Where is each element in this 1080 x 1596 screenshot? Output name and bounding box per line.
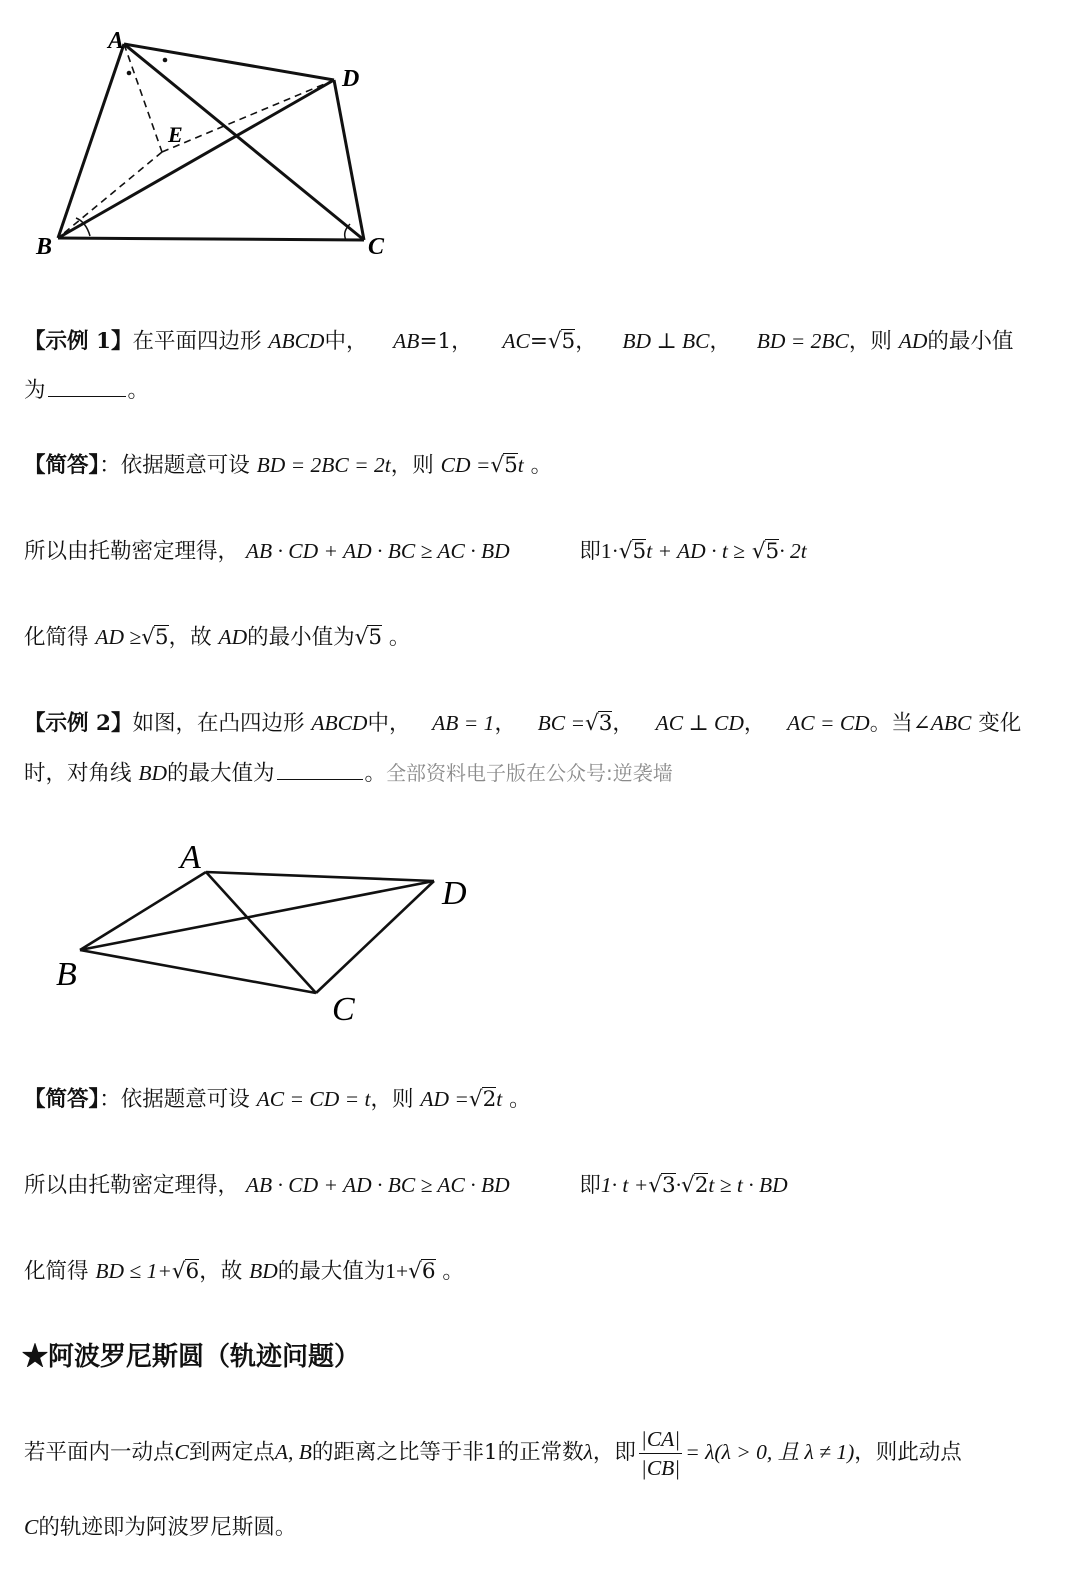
text: ，故 (199, 1259, 243, 1284)
text: 到两定点 (188, 1440, 275, 1465)
answer-1-line-2 (24, 536, 807, 567)
section-paragraph-line-1 (24, 1422, 962, 1483)
fig2-label-B: B (56, 956, 77, 993)
sqrt-sign: √ (141, 625, 155, 650)
math: 1+ (385, 1259, 409, 1283)
text: 。 (509, 1087, 531, 1112)
math: =1， (419, 329, 473, 354)
math: AB = 1 (432, 711, 495, 735)
text: ， (612, 711, 634, 736)
math: t ≥ t · BD (708, 1173, 788, 1197)
text: 若平面内一动点 (24, 1440, 175, 1465)
text: 化简得 (24, 625, 89, 650)
math: AC ⊥ CD (655, 711, 744, 735)
sqrt-sign: √ (648, 1173, 662, 1198)
fig2-label-C: C (332, 991, 355, 1028)
sqrt-sign: √ (681, 1173, 695, 1198)
sqrt-sign: √ (547, 329, 562, 354)
sqrt-value: 6 (185, 1259, 200, 1284)
fig1-label-E: E (168, 122, 183, 147)
text: 。 (364, 761, 387, 786)
text: ， (709, 329, 732, 354)
text: 。 (388, 625, 411, 650)
sqrt-value: 2 (694, 1173, 709, 1198)
text: 如图，在凸四边形 (132, 711, 305, 736)
sqrt-value: 3 (598, 711, 613, 736)
text: 时，对角线 (24, 761, 132, 786)
math: C (24, 1515, 39, 1539)
math: C (174, 1440, 189, 1464)
sqrt-value: 5 (561, 329, 576, 354)
math: t + AD · t ≥ (646, 539, 745, 563)
math: BD (138, 761, 168, 785)
answer-tag: 【简答】 (24, 453, 100, 478)
text: ，则 (390, 453, 434, 478)
ratio-fraction (639, 1425, 682, 1482)
math: AD (218, 625, 248, 649)
fraction-denominator: |CB| (640, 1455, 681, 1480)
sqrt-sign: √ (354, 625, 369, 650)
text: 。当 (869, 711, 913, 736)
text: 所以由托勒密定理得， (24, 1173, 240, 1198)
text: 。 (442, 1259, 464, 1284)
text: 的最大值为 (167, 761, 275, 786)
sqrt-value: 5 (632, 539, 647, 564)
math: BD (249, 1259, 278, 1283)
math: = (529, 329, 548, 354)
sqrt-value: 5 (154, 625, 169, 650)
text: ：依据题意可设 (99, 453, 250, 478)
math: · 2t (779, 539, 807, 563)
text: 的最小值 (927, 329, 1014, 354)
text: 的距离之比等于非1的正常数 (311, 1440, 584, 1465)
fig2-label-A: A (180, 839, 201, 876)
example-1-tag: 【示例 1】 (24, 329, 133, 354)
figure-2-quadrilateral (40, 830, 500, 1040)
sqrt-value: 5 (765, 539, 780, 564)
sqrt-sign: √ (171, 1259, 186, 1284)
math: t (517, 453, 524, 477)
text: 中， (324, 329, 368, 354)
fraction-numerator: |CA| (640, 1426, 681, 1451)
sqrt-sign: √ (585, 711, 599, 736)
answer-blank (48, 395, 126, 397)
quad-name: ABCD (311, 711, 368, 735)
example-1-line-1 (24, 326, 1013, 357)
math: CD = (440, 453, 491, 477)
math: AB (393, 329, 420, 353)
math: BC = (537, 711, 585, 735)
text: ，则 (370, 1087, 414, 1112)
sqrt-value: 5 (368, 625, 383, 650)
fig1-label-B: B (36, 234, 53, 260)
math: ∠ABC (912, 711, 972, 735)
sqrt-value: 6 (421, 1259, 436, 1284)
sqrt-value: 5 (504, 453, 518, 478)
text: 为 (24, 378, 46, 403)
math: AC (502, 329, 530, 353)
text: ，则 (848, 329, 892, 354)
text: 所以由托勒密定理得， (24, 539, 240, 564)
math: AD (898, 329, 928, 353)
text: 化简得 (24, 1259, 89, 1284)
math: AC = CD = t (256, 1087, 371, 1111)
answer-2-line-1 (24, 1084, 531, 1115)
math: AC = CD (787, 711, 870, 735)
text: ，则此动点 (854, 1440, 962, 1465)
math: AB · CD + AD · BC ≥ AC · BD (245, 1173, 510, 1197)
quad-name: ABCD (268, 329, 325, 353)
answer-blank (277, 778, 363, 780)
sqrt-value: 2 (482, 1087, 497, 1112)
text: ， (743, 711, 766, 736)
text: 即 (579, 539, 601, 564)
answer-1-line-1 (24, 450, 552, 481)
math: BD = 2BC = 2t (256, 453, 391, 477)
math: t (496, 1087, 503, 1111)
sqrt-sign: √ (751, 539, 766, 564)
text: 的轨迹即为阿波罗尼斯圆。 (38, 1515, 297, 1540)
math: · (675, 1173, 681, 1197)
text: 。 (127, 378, 150, 403)
fig1-label-C: C (368, 234, 385, 260)
example-2-tag: 【示例 2】 (24, 711, 133, 736)
text: 中， (367, 711, 411, 736)
text: ， (575, 329, 597, 354)
answer-2-line-2 (24, 1170, 788, 1201)
text: ，即 (592, 1440, 636, 1465)
sqrt-sign: √ (618, 539, 633, 564)
watermark-text: 全部资料电子版在公众号:逆袭墙 (386, 761, 673, 785)
sqrt-sign: √ (490, 453, 505, 478)
sqrt-sign: √ (408, 1259, 422, 1284)
math: A, B (274, 1440, 312, 1464)
text: 变化 (978, 711, 1022, 736)
section-paragraph-line-2 (24, 1512, 296, 1543)
fig2-label-D: D (442, 875, 467, 912)
math: BD = 2BC (756, 329, 849, 353)
example-2-line-1 (24, 708, 1021, 739)
text: ， (494, 711, 516, 736)
fig1-label-A: A (108, 28, 125, 54)
math: = λ(λ > 0, 且 λ ≠ 1) (685, 1440, 855, 1464)
text: 的最小值为 (247, 625, 355, 650)
example-2-line-2 (24, 758, 673, 789)
answer-tag: 【简答】 (24, 1087, 100, 1112)
text: ，故 (168, 625, 212, 650)
example-1-line-2 (24, 376, 149, 406)
math: AD ≥ (95, 625, 142, 649)
text: 即 (579, 1173, 601, 1198)
answer-2-line-3 (24, 1256, 464, 1287)
math: AD = (420, 1087, 469, 1111)
section-heading: ★阿波罗尼斯圆（轨迹问题） (22, 1342, 361, 1372)
text: 在平面四边形 (132, 329, 262, 354)
answer-1-line-3 (24, 622, 410, 653)
math: 1· (600, 539, 619, 563)
sqrt-value: 3 (661, 1173, 676, 1198)
math: BD ⊥ BC (622, 329, 710, 353)
figure-1-quadrilateral (20, 18, 440, 288)
fig1-label-D: D (342, 66, 360, 92)
text: 的最大值为 (277, 1259, 386, 1284)
math: λ (583, 1440, 593, 1464)
math: BD ≤ 1+ (95, 1259, 172, 1283)
text: 。 (530, 453, 553, 478)
math: 1· t + (600, 1173, 649, 1197)
text: ：依据题意可设 (99, 1087, 250, 1112)
math: AB · CD + AD · BC ≥ AC · BD (245, 539, 510, 563)
sqrt-sign: √ (468, 1087, 483, 1112)
